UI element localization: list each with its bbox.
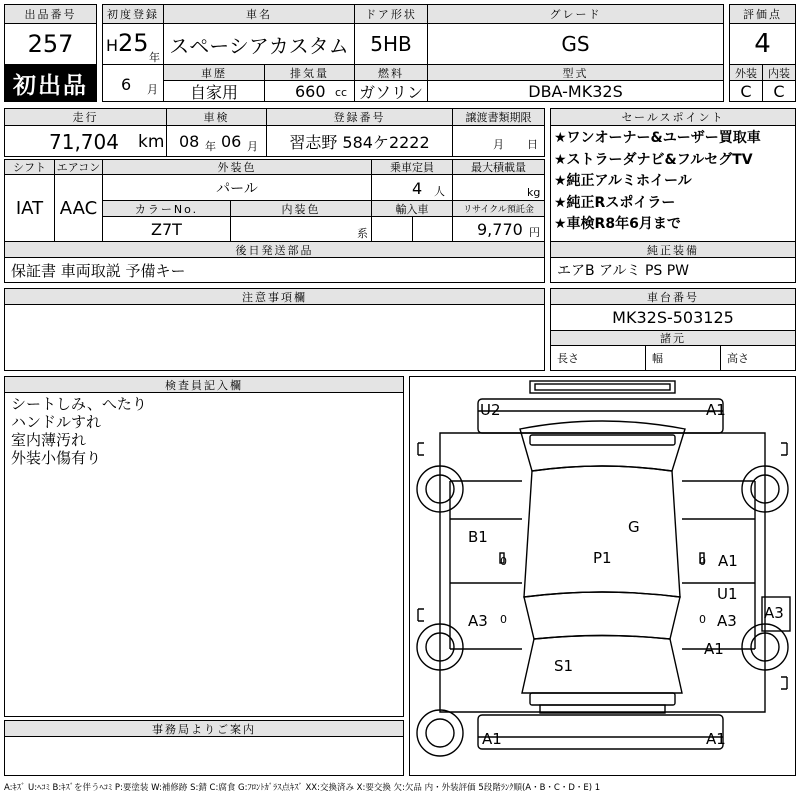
overall-score: 4 [729, 23, 796, 65]
recycle-cell [452, 216, 545, 242]
max-load-cell [452, 174, 545, 201]
damage-mark-a3-spare: A3 [764, 604, 784, 622]
zero-mark: 0 [500, 555, 507, 568]
ext-color-header: 外装色 [102, 159, 372, 175]
grade: GS [427, 23, 724, 65]
inspector-note: ハンドルすれ [11, 413, 102, 431]
model-code-header: 型式 [427, 64, 724, 81]
first-reg-header: 初度登録 [102, 4, 164, 24]
damage-mark-a1-right: A1 [718, 552, 738, 570]
first-reg-value [102, 23, 164, 65]
mileage-header: 走行 [4, 108, 167, 126]
color-no: Z7T [102, 216, 231, 242]
transfer-month-unit: 月 [493, 138, 504, 151]
sales-points-header: セールスポイント [550, 108, 796, 126]
score-header: 評価点 [729, 4, 796, 24]
mileage-value: 71,704 [49, 130, 119, 154]
inspection-year-unit: 年 [205, 140, 216, 153]
damage-mark-b1: B1 [468, 528, 488, 546]
damage-mark-a1-bumper-right: A1 [706, 730, 726, 748]
ext-color: パール [102, 174, 372, 201]
length-cell: 長さ [550, 345, 646, 371]
office-body [4, 736, 404, 776]
displacement-cell [264, 80, 355, 102]
inspector-note: 外装小傷有り [11, 449, 102, 467]
zero-mark: 0 [699, 555, 706, 568]
inspection-header: 車検 [166, 108, 267, 126]
zero-mark: 0 [699, 613, 706, 626]
aircon: AAC [54, 174, 103, 242]
km-unit: km [138, 132, 165, 152]
displacement-header: 排気量 [264, 64, 355, 81]
first-reg-month-cell [102, 64, 164, 102]
door-header: ドア形状 [354, 4, 428, 24]
chassis-header: 車台番号 [550, 288, 796, 305]
width-cell: 幅 [645, 345, 721, 371]
displacement: 660 [295, 82, 326, 101]
mileage-cell [4, 125, 167, 157]
capacity-header: 乗車定員 [371, 159, 453, 175]
caution-body [4, 304, 545, 371]
later-items-header: 後日発送部品 [4, 241, 545, 258]
recycle-fee: 9,770 [477, 220, 523, 239]
damage-mark-u1: U1 [717, 585, 738, 603]
damage-mark-u2: U2 [480, 401, 501, 419]
year-unit: 年 [149, 51, 160, 64]
inspection-month: 06 [221, 132, 242, 151]
kg-unit: kg [527, 186, 541, 199]
import-cell-a [371, 216, 413, 242]
capacity: 4 [412, 179, 423, 198]
car-name: スペーシアカスタム [163, 23, 355, 65]
height-cell: 高さ [720, 345, 796, 371]
damage-mark-g: G [628, 518, 640, 536]
office-header: 事務局よりご案内 [4, 720, 404, 737]
yen-unit: 円 [529, 226, 540, 239]
sales-points-list [550, 125, 796, 242]
damage-mark-a3-left: A3 [468, 612, 488, 630]
sales-point: ★車検R8年6月まで [554, 216, 681, 232]
import-header: 輸入車 [371, 200, 453, 217]
transfer-deadline-header: 譲渡書類期限 [452, 108, 545, 126]
factory-equipment-header: 純正装備 [550, 241, 796, 258]
series-unit: 系 [357, 227, 368, 240]
factory-equipment: エアB アルミ PS PW [550, 257, 796, 283]
inspector-header: 検査員記入欄 [4, 376, 404, 393]
grade-header: グレード [427, 4, 724, 24]
capacity-cell [371, 174, 453, 201]
history: 自家用 [163, 80, 265, 102]
sales-point: ★ストラーダナビ&フルセグTV [554, 151, 753, 168]
inspection-year: 08 [179, 132, 200, 151]
car-name-header: 車名 [163, 4, 355, 24]
fuel-header: 燃料 [354, 64, 428, 81]
first-listing-badge: 初出品 [4, 64, 97, 102]
door-type: 5HB [354, 23, 428, 65]
shift-header: シフト [4, 159, 55, 175]
interior-score-header: 内装 [762, 64, 796, 81]
inspection-cell [166, 125, 267, 157]
exterior-score: C [729, 80, 763, 102]
interior-score: C [762, 80, 796, 102]
import-cell-b [412, 216, 453, 242]
max-load-header: 最大積載量 [452, 159, 545, 175]
inspection-month-unit: 月 [247, 140, 258, 153]
color-no-header: カラーNo. [102, 200, 231, 217]
caution-header: 注意事項欄 [4, 288, 545, 305]
transfer-deadline-cell [452, 125, 545, 157]
cc-unit: cc [335, 86, 348, 99]
aircon-header: エアコン [54, 159, 103, 175]
history-header: 車歴 [163, 64, 265, 81]
later-items: 保証書 車両取説 予備キー [4, 257, 545, 283]
shift: IAT [4, 174, 55, 242]
lot-number-header: 出品番号 [4, 4, 97, 24]
damage-mark-p1: P1 [593, 549, 612, 567]
registration-number: 習志野 584ケ2222 [266, 125, 453, 157]
first-reg-era: H [106, 36, 119, 55]
model-code: DBA-MK32S [427, 80, 724, 102]
int-color-header: 内装色 [230, 200, 372, 217]
sales-point: ★純正アルミホイール [554, 173, 692, 189]
transfer-day-unit: 日 [527, 138, 538, 151]
inspector-notes [4, 392, 404, 717]
recycle-header: リサイクル預託金 [452, 200, 545, 217]
damage-mark-s1: S1 [554, 657, 574, 675]
month-unit: 月 [147, 83, 158, 96]
fuel: ガソリン [354, 80, 428, 102]
damage-mark-a1-rear: A1 [706, 401, 726, 419]
legend: A:ｷｽﾞ U:ﾍｺﾐ B:ｷｽﾞを伴うﾍｺﾐ P:要塗装 W:補修跡 S:錆 C:腐食 G:ﾌﾛﾝﾄｶﾞﾗｽ点ｷｽﾞ XX:交換済み X:要交換 欠:欠品 内・外装評価 5段階ﾗﾝｸ順(A・B・C・D・E) 1 [4, 783, 601, 793]
inspector-note: 室内薄汚れ [11, 431, 87, 449]
sales-point: ★純正Rスポイラー [554, 194, 676, 211]
first-reg-month: 6 [121, 75, 132, 94]
damage-mark-a1-front-right: A1 [704, 640, 724, 658]
specs-header: 諸元 [550, 330, 796, 346]
person-unit: 人 [434, 185, 445, 198]
car-diagram-drawing [410, 377, 795, 775]
exterior-score-header: 外装 [729, 64, 763, 81]
damage-mark-a3-right: A3 [717, 612, 737, 630]
zero-mark: 0 [500, 613, 507, 626]
chassis-number: MK32S-503125 [550, 304, 796, 331]
lot-number: 257 [4, 23, 97, 65]
car-diagram [409, 376, 796, 776]
first-reg-year: 25 [118, 29, 149, 57]
sales-point: ★ワンオーナー&ユーザー買取車 [554, 130, 761, 146]
registration-header: 登録番号 [266, 108, 453, 126]
inspector-note: シートしみ、へたり [11, 395, 147, 413]
damage-mark-a1-bumper-left: A1 [482, 730, 502, 748]
int-color-cell [230, 216, 372, 242]
